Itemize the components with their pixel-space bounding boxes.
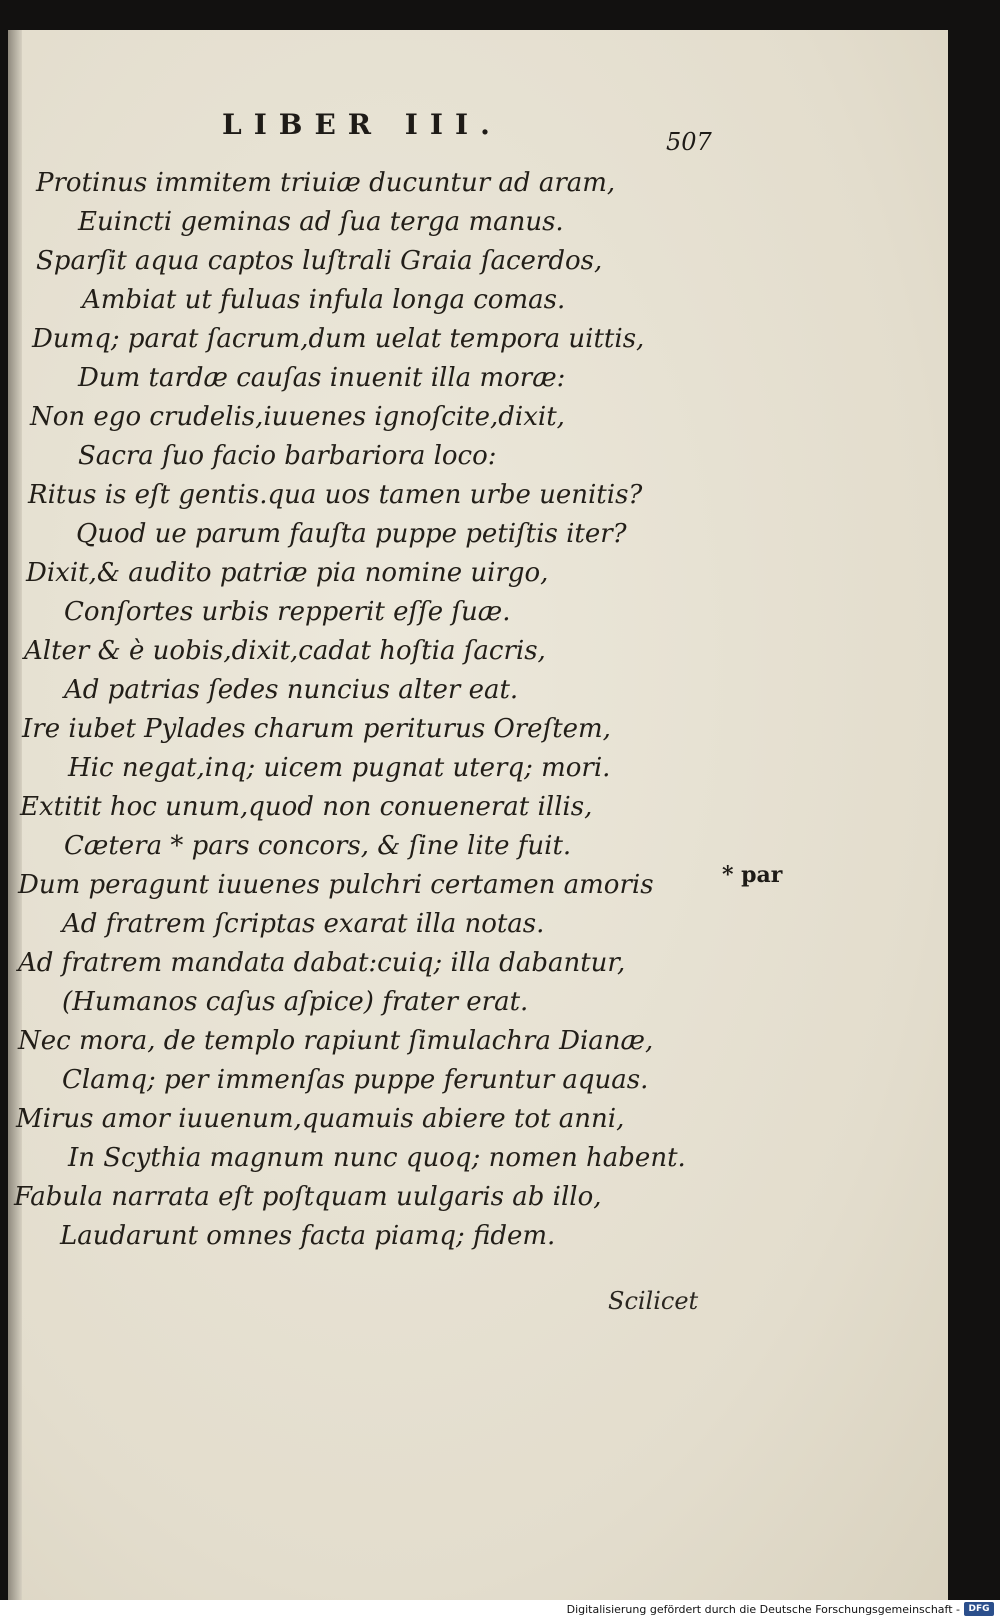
verse-line: Nec mora, de templo rapiunt ſimulachra Dianæ, — [18, 1026, 654, 1056]
verse-line: Sacra ſuo facio barbariora loco: — [78, 441, 497, 471]
verse-line: Hic negat,inq; uicem pugnat uterq; mori. — [68, 753, 611, 783]
verse-line: Extitit hoc unum,quod non conuenerat illis, — [20, 792, 593, 822]
verse-line: Sparſit aqua captos luſtrali Graia ſacerdos, — [36, 246, 603, 276]
verse-line: Ritus is eſt gentis.qua uos tamen urbe uenitis? — [28, 480, 643, 510]
verse-line: Protinus immitem triuiæ ducuntur ad aram, — [36, 168, 616, 198]
running-head: LIBER III. — [222, 108, 502, 141]
verse-line: Ad fratrem ſcriptas exarat illa notas. — [62, 909, 545, 939]
verse-line: In Scythia magnum nunc quoq; nomen habent. — [68, 1143, 686, 1173]
page-number: 507 — [666, 128, 712, 156]
verse-line: Mirus amor iuuenum,quamuis abiere tot anni, — [16, 1104, 625, 1134]
verse-line: Euincti geminas ad ſua terga manus. — [78, 207, 564, 237]
verse-line: Clamq; per immenſas puppe feruntur aquas. — [62, 1065, 649, 1095]
verse-line: (Humanos caſus aſpice) frater erat. — [62, 987, 529, 1017]
catchword: Scilicet — [608, 1287, 699, 1315]
verse-line: Ad patrias ſedes nuncius alter eat. — [64, 675, 519, 705]
verse-line: Non ego crudelis,iuuenes ignoſcite,dixit, — [30, 402, 565, 432]
verse-line: Dum tardæ cauſas inuenit illa moræ: — [78, 363, 566, 393]
verse-line: Dum peragunt iuuenes pulchri certamen amoris — [18, 870, 654, 900]
verse-line: Conſortes urbis repperit eſſe ſuæ. — [64, 597, 511, 627]
verse-line: Dixit,& audito patriæ pia nomine uirgo, — [26, 558, 549, 588]
verse-line: Ire iubet Pylades charum periturus Oreſtem, — [22, 714, 611, 744]
verse-line: Fabula narrata eſt poſtquam uulgaris ab illo, — [14, 1182, 602, 1212]
marginal-note: * par — [722, 862, 783, 888]
verse-line: Laudarunt omnes facta piamq; fidem. — [60, 1221, 556, 1251]
dfg-logo-icon: DFG — [964, 1602, 994, 1616]
verse-line: Ambiat ut fuluas infula longa comas. — [82, 285, 566, 315]
verse-line: Ad fratrem mandata dabat:cuiq; illa dabantur, — [18, 948, 626, 978]
verse-line: Cætera * pars concors, & ſine lite fuit. — [64, 831, 572, 861]
funding-credit: Digitalisierung gefördert durch die Deutsche Forschungsgemeinschaft - — [566, 1603, 960, 1616]
verse-line: Alter & è uobis,dixit,cadat hoſtia ſacris, — [24, 636, 546, 666]
verse-line: Dumq; parat ſacrum,dum uelat tempora uittis, — [32, 324, 645, 354]
verse-line: Quod ue parum fauſta puppe petiſtis iter? — [76, 519, 627, 549]
